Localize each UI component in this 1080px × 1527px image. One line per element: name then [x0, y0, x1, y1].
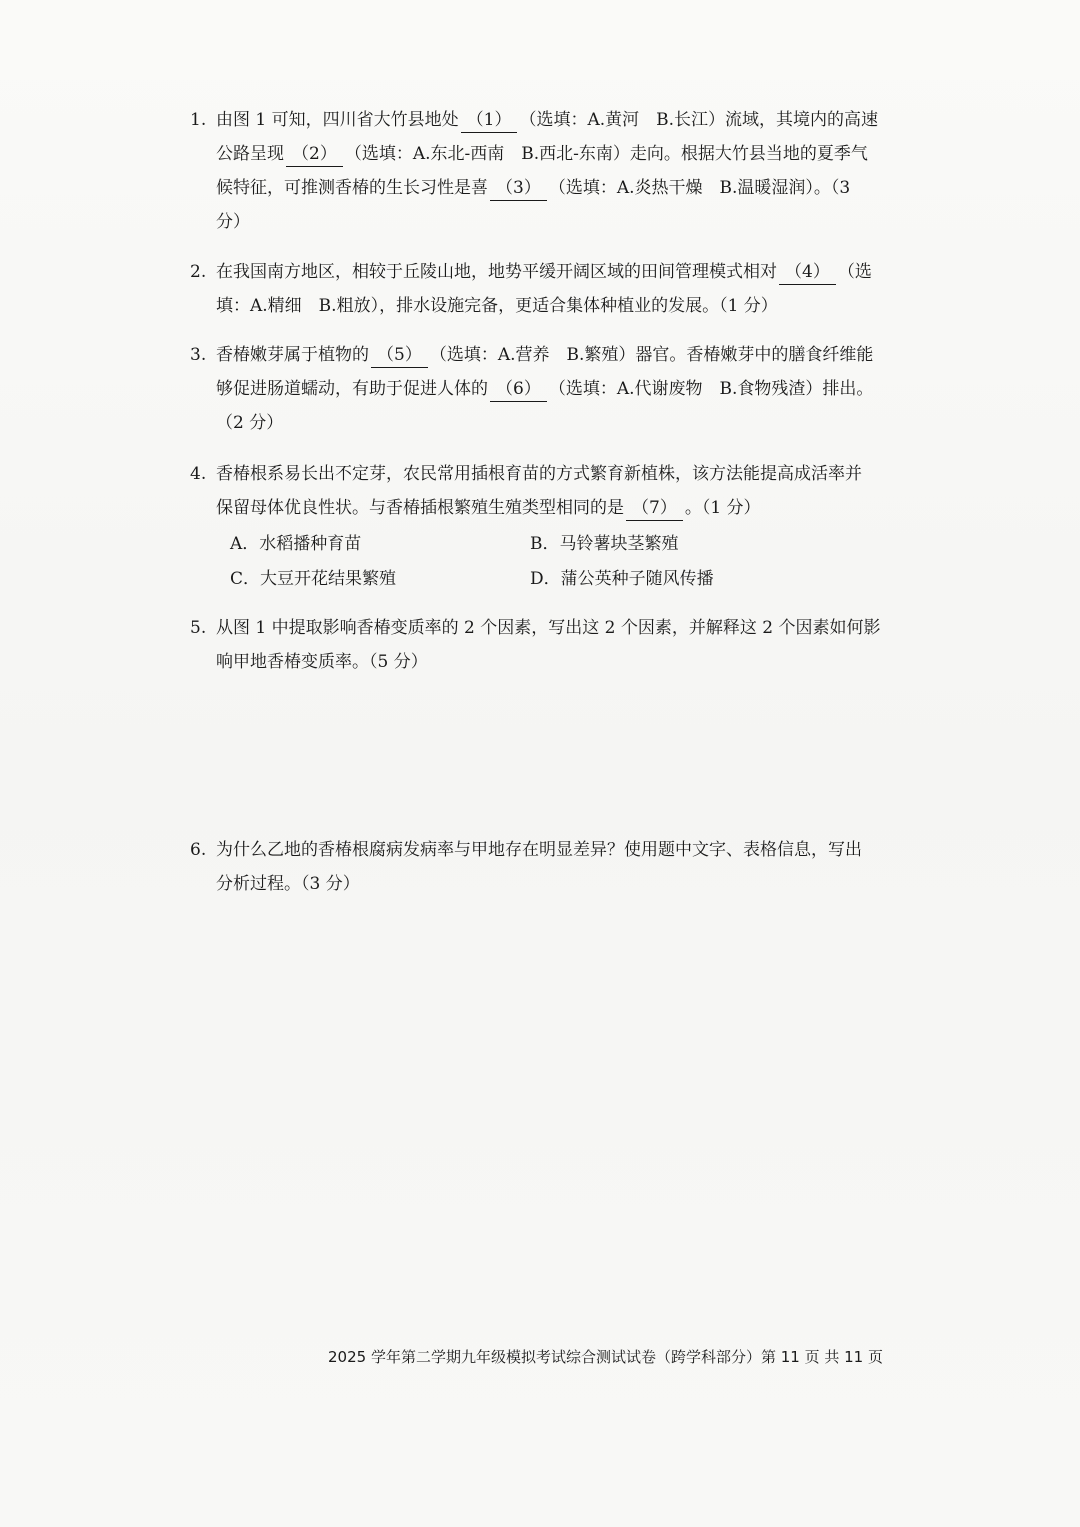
question-5: [190, 611, 915, 679]
question-text: 填：A.精细 B.粗放），排水设施完备，更适合集体种植业的发展。（1 分）: [216, 296, 778, 316]
answer-blank-4: （4）: [779, 260, 836, 285]
answer-blank-1: （1）: [461, 108, 518, 133]
question-text: 香椿嫩芽属于植物的: [216, 345, 369, 365]
question-text: 由图 1 可知，四川省大竹县地处: [216, 110, 459, 130]
question-4-options: [230, 527, 830, 597]
option-c: C．大豆开花结果繁殖: [230, 569, 397, 589]
option-a: A．水稻播种育苗: [230, 534, 362, 554]
answer-blank-5: （5）: [371, 343, 428, 368]
question-text: 分析过程。（3 分）: [216, 874, 360, 894]
answer-blank-7: （7）: [626, 496, 683, 521]
answer-blank-6: （6）: [490, 377, 547, 402]
question-text: （选: [837, 262, 872, 282]
question-text: （2 分）: [216, 413, 284, 433]
question-text: 候特征，可推测香椿的生长习性是喜: [216, 178, 488, 198]
question-text: （选填：A.东北-西南 B.西北-东南）走向。根据大竹县当地的夏季气: [344, 144, 868, 164]
question-6: [190, 833, 915, 901]
question-text: （选填：A.代谢废物 B.食物残渣）排出。: [548, 379, 874, 399]
question-3: [190, 338, 915, 440]
question-1: [190, 103, 915, 239]
question-number: 1.: [190, 110, 207, 130]
option-b: B．马铃薯块茎繁殖: [530, 534, 679, 554]
question-number: 3.: [190, 345, 207, 365]
question-number: 4.: [190, 464, 207, 484]
question-number: 6.: [190, 840, 207, 860]
answer-blank-2: （2）: [286, 142, 343, 167]
question-text: 为什么乙地的香椿根腐病发病率与甲地存在明显差异？使用题中文字、表格信息，写出: [216, 840, 862, 860]
question-text: 在我国南方地区，相较于丘陵山地，地势平缓开阔区域的田间管理模式相对: [216, 262, 777, 282]
question-text: （选填：A.黄河 B.长江）流域，其境内的高速: [519, 110, 879, 130]
page-footer: 2025 学年第二学期九年级模拟考试综合测试试卷（跨学科部分）第 11 页 共 11 页: [328, 1348, 883, 1366]
option-d: D．蒲公英种子随风传播: [530, 569, 714, 589]
question-text: 分）: [216, 212, 250, 232]
question-text: 响甲地香椿变质率。（5 分）: [216, 652, 428, 672]
question-text: 香椿根系易长出不定芽，农民常用插根育苗的方式繁育新植株，该方法能提高成活率并: [216, 464, 862, 484]
question-text: 从图 1 中提取影响香椿变质率的 2 个因素，写出这 2 个因素，并解释这 2 个因素如何影: [216, 618, 881, 638]
question-text: （选填：A.炎热干燥 B.温暖湿润）。（3: [548, 178, 851, 198]
answer-blank-3: （3）: [490, 176, 547, 201]
question-text: 够促进肠道蠕动，有助于促进人体的: [216, 379, 488, 399]
question-4: [190, 457, 915, 525]
question-text: 公路呈现: [216, 144, 284, 164]
question-text: 保留母体优良性状。与香椿插根繁殖生殖类型相同的是: [216, 498, 624, 518]
question-number: 2.: [190, 262, 207, 282]
question-2: [190, 255, 915, 323]
question-number: 5.: [190, 618, 207, 638]
question-text: 。（1 分）: [684, 498, 761, 518]
question-text: （选填：A.营养 B.繁殖）器官。香椿嫩芽中的膳食纤维能: [429, 345, 874, 365]
